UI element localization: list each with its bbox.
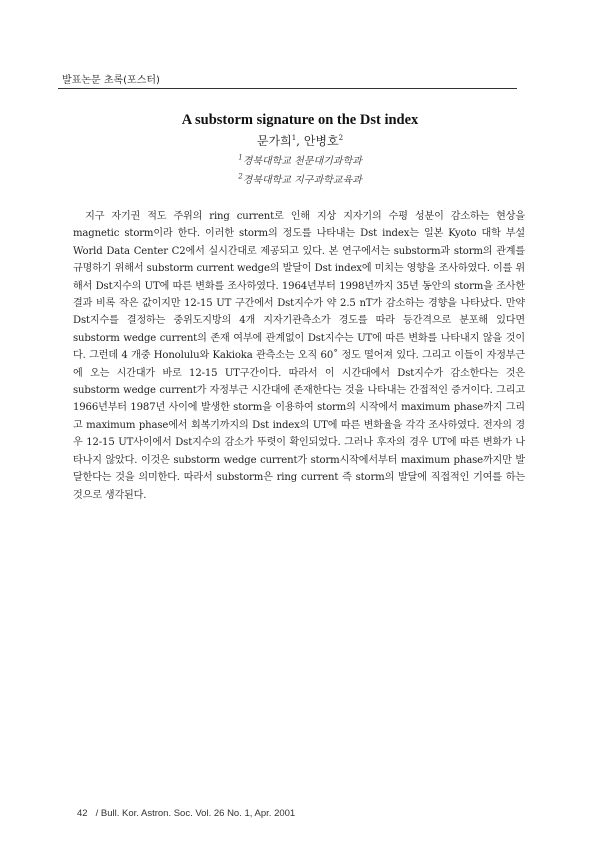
page-number: 42: [77, 808, 88, 819]
author-separator: ,: [296, 134, 304, 148]
abstract-body: 지구 자기권 적도 주위의 ring current로 인해 지상 지자기의 수평 성분이 감소하는 현상을 magnetic storm이라 한다. 이러한 storm의 정도를 나타내는 Dst index는 일본 Kyoto 대학 부설 World Data Center C2에서 실시간대로 제공되고 있다. 본 연구에서는 substorm과 storm의 관계를 규명하기 위해서 substorm current wedge의 발달이 Dst index에 미치는 영향을 조사하였다. 이를 위해서 Dst지수의 UT에 따른 변화를 조사하였다. 1964년부터 1998년까지 35년 동안의 storm을 조사한 결과 비록 작은 값이지만 12-15 UT 구간에서 Dst지수가 약 2.5 nT가 감소하는 경향을 나타났다. 만약 Dst지수를 결정하는 중위도지방의 4개 지자기관측소가 경도를 따라 등간격으로 분포해 있다면 substorm wedge current의 존재 여부에 관계없이 Dst지수는 UT에 따른 변화를 나타내지 않을 것이다. 그런데 4 개중 Honolulu와 Kakioka 관측소는 오직 60˚ 정도 떨어져 있다. 그리고 이들이 자정부근에 오는 시간대가 바로 12-15 UT구간이다. 따라서 이 시간대에서 Dst지수가 감소한다는 것은 substorm wedge current가 자정부근 시간대에 존재한다는 것을 나타내는 간접적인 증거이다. 그리고 1966년부터 1987년 사이에 발생한 storm을 이용하여 storm의 시작에서 maximum phase까지 그리고 maximum phase에서 회복기까지의 Dst index의 UT에 따른 변화율을 각각 조사하였다. 전자의 경우 12-15 UT사이에서 Dst지수의 감소가 뚜렷이 확인되었다. 그러나 후자의 경우 UT에 따른 변화가 나타나지 않았다. 이것은 substorm wedge current가 storm시작에서부터 maximum phase까지만 발달한다는 것을 의미한다. 따라서 substorm은 ring current 즉 storm의 발달에 직접적인 기여를 하는 것으로 생각된다.: [73, 211, 525, 501]
author-name: 문가희: [256, 134, 292, 148]
affiliation-text: 경북대학교 지구과학교육과: [242, 175, 362, 186]
author-affil-mark: 2: [338, 134, 344, 142]
author-affil-mark: 1: [291, 134, 297, 142]
affiliation-mark: 1: [238, 153, 243, 162]
affiliation-mark: 2: [238, 172, 243, 181]
journal-citation: / Bull. Kor. Astron. Soc. Vol. 26 No. 1, Apr. 2001: [95, 808, 296, 819]
affiliation: [0, 152, 600, 167]
page-footer: [77, 808, 295, 819]
section-label: 발표논문 초록(포스터): [62, 75, 160, 86]
author-name: 안병호: [303, 134, 339, 148]
affiliation-text: 경북대학교 천문대기과학과: [242, 156, 362, 167]
author-list: [0, 132, 600, 149]
header-rule: [58, 88, 517, 89]
affiliation: [0, 171, 600, 186]
paper-title: A substorm signature on the Dst index: [181, 112, 419, 128]
